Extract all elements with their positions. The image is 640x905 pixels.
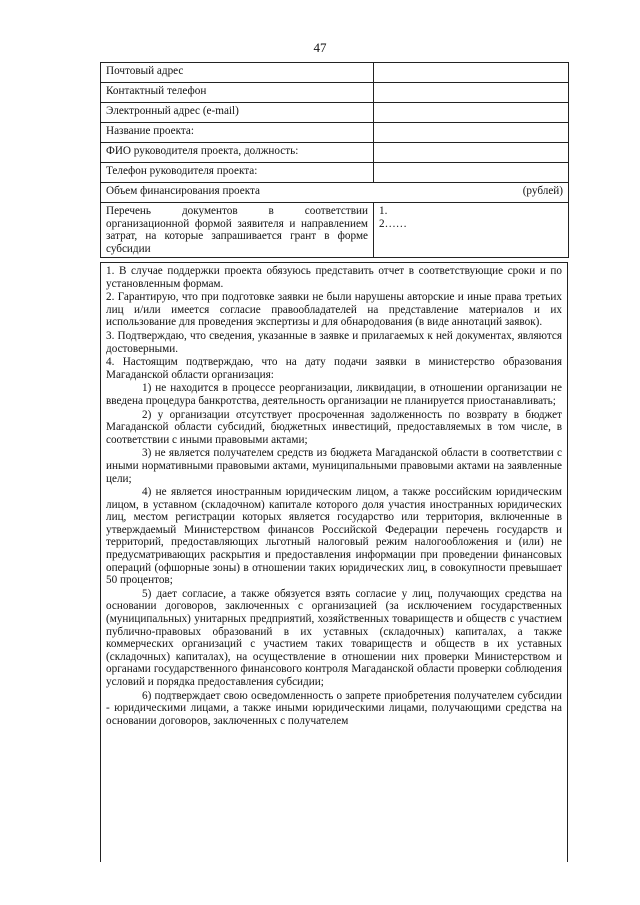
- condition-5: 5) дает согласие, а также обязуется взять согласие у лиц, получающих средства на основании договоров, заключенных с организацией (за исключением государственных (муниципальных) унитарных предприятий, хозяйственных товариществ и обществ с участием публично-правовых образований в их уставных (складочных) капиталах, а также коммерческих организаций с участием таких товариществ и обществ в их уставных (складочных) капиталах), на осуществление в отношении них проверки Министерством и органами государственного финансового контроля Магаданской области проверки соблюдения условий и порядка предоставления субсидии;: [106, 587, 562, 688]
- documents-list-item: 2……: [379, 217, 407, 230]
- email-label: Электронный адрес (e-mail): [101, 103, 374, 123]
- phone-value[interactable]: [374, 83, 569, 103]
- declarations-block: [100, 262, 568, 862]
- project-head-label: ФИО руководителя проекта, должность:: [101, 143, 374, 163]
- head-phone-value[interactable]: [374, 163, 569, 183]
- condition-2: 2) у организации отсутствует просроченная задолженность по возврату в бюджет Магаданской области субсидий, бюджетных инвестиций, предоставляемых в том числе, в соответствии с иными правовыми актами;: [106, 408, 562, 446]
- table-row: [101, 143, 569, 163]
- documents-list-item: 1.: [379, 205, 388, 217]
- declaration-2: 2. Гарантирую, что при подготовке заявки не были нарушены авторские и иные права третьих лиц и/или имеется согласие правообладателей на представление материалов и их использование для проведения экспертизы и для обнародования (в виде аннотаций заявок).: [106, 291, 562, 329]
- project-name-value[interactable]: [374, 123, 569, 143]
- budget-unit: (рублей): [522, 185, 563, 197]
- table-row: [101, 83, 569, 103]
- table-row: [101, 183, 569, 203]
- condition-1: 1) не находится в процессе реорганизации, ликвидации, в отношении организации не введена процедура банкротства, деятельность организации не планируется приостанавливать;: [106, 382, 562, 407]
- postal-address-value[interactable]: [374, 63, 569, 83]
- project-name-label: Название проекта:: [101, 123, 374, 143]
- page-number: 47: [313, 40, 327, 55]
- table-row: [101, 203, 569, 258]
- applicant-info-table: [100, 62, 569, 258]
- table-row: [101, 123, 569, 143]
- documents-list-label: Перечень документов в соответствии организационной формой заявителя и направлением затрат, на которые запрашивается грант в форме субсидии: [101, 203, 374, 258]
- postal-address-label: Почтовый адрес: [101, 63, 374, 83]
- declaration-3: 3. Подтверждаю, что сведения, указанные в заявке и прилагаемых к ней документах, являются достоверными.: [106, 329, 562, 355]
- declaration-4: 4. Настоящим подтверждаю, что на дату подачи заявки в министерство образования Магаданской области организация:: [106, 356, 562, 381]
- table-row: [101, 103, 569, 123]
- budget-label: Объем финансирования проекта: [106, 185, 261, 197]
- declaration-1: 1. В случае поддержки проекта обязуюсь представить отчет в соответствующие сроки и по установленным формам.: [106, 265, 562, 290]
- project-head-value[interactable]: [374, 143, 569, 163]
- email-value[interactable]: [374, 103, 569, 123]
- condition-6: 6) подтверждает свою осведомленность о запрете приобретения получателем субсидии - юридическими лицами, а также иными юридическими лицами, получающими средства на основании договоров, заключенных с получателем: [106, 689, 562, 727]
- head-phone-label: Телефон руководителя проекта:: [101, 163, 374, 183]
- table-row: [101, 63, 569, 83]
- documents-list-value[interactable]: [374, 203, 569, 258]
- table-row: [101, 163, 569, 183]
- phone-label: Контактный телефон: [101, 83, 374, 103]
- condition-4: 4) не является иностранным юридическим лицом, а также российским юридическим лицом, в уставном (складочном) капитале которого доля участия иностранных юридических лиц, местом регистрации которых является государство или территория, включенные в утверждаемый Министерством финансов Российской Федерации перечень государств и территорий, предоставляющих льготный налоговый режим налогообложения и (или) не предусматривающих раскрытия и предоставления информации при проведении финансовых операций (офшорные зоны) в отношении таких юридических лиц, в совокупности превышает 50 процентов;: [106, 486, 562, 587]
- condition-3: 3) не является получателем средств из бюджета Магаданской области в соответствии с иными нормативными правовыми актами, муниципальными правовыми актами на заявленные цели;: [106, 447, 562, 485]
- budget-cell[interactable]: [101, 183, 569, 203]
